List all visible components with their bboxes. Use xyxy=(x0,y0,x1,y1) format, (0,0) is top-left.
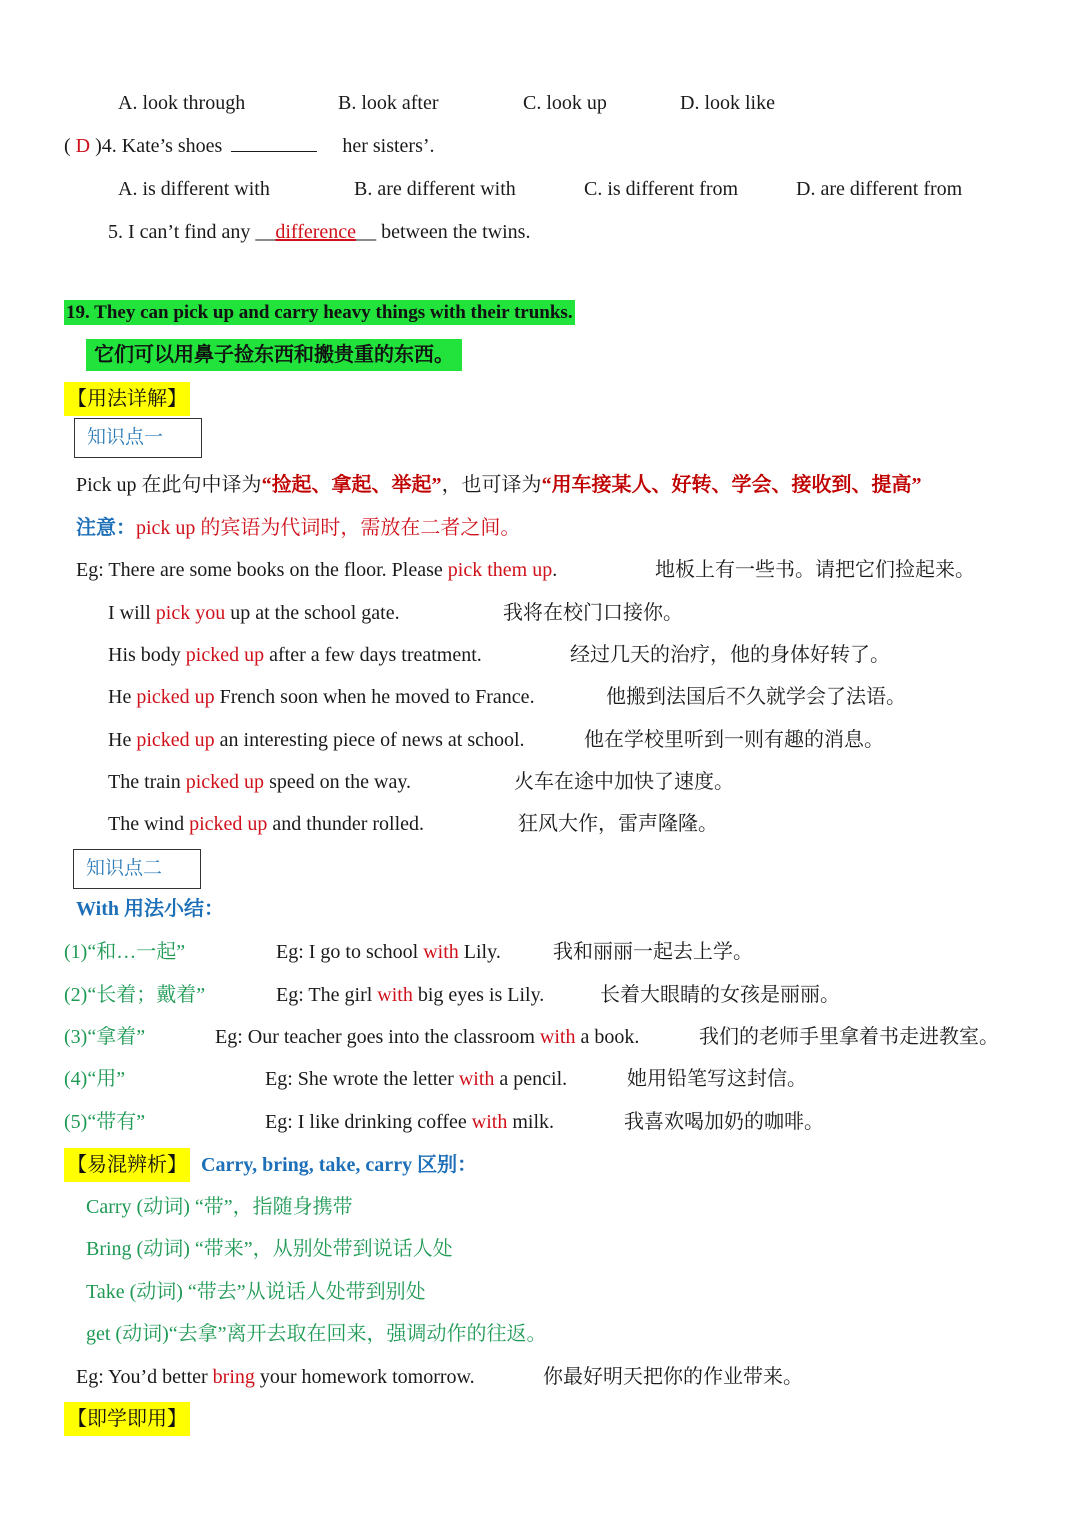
with-title: With 用法小结： xyxy=(76,898,224,920)
pickup-example: The wind picked up and thunder rolled. xyxy=(108,813,425,835)
pickup-example-translation: 他搬到法国后不久就学会了法语。 xyxy=(606,686,906,708)
practice-label: 【即学即用】 xyxy=(64,1406,190,1432)
q4-option-b: B. are different with xyxy=(354,178,516,200)
q5-stem: 5. I can’t find any __difference__ between the twins. xyxy=(108,221,531,243)
q4-answer: D xyxy=(75,135,91,157)
pickup-note: 注意：pick up 的宾语为代词时，需放在二者之间。 xyxy=(76,517,521,539)
with-usage-label: (2)“长着；戴着” xyxy=(64,984,206,1006)
pickup-example: The train picked up speed on the way. xyxy=(108,771,412,793)
q4-option-a: A. is different with xyxy=(118,178,270,200)
section-19-sentence: 19. They can pick up and carry heavy things with their trunks. xyxy=(66,302,573,323)
pickup-example-translation: 经过几天的治疗，他的身体好转了。 xyxy=(570,644,890,666)
q3-option-c: C. look up xyxy=(523,92,607,114)
q3-option-a: A. look through xyxy=(118,92,246,114)
confuse-item: Take (动词) “带去”从说话人处带到别处 xyxy=(86,1281,426,1303)
q3-option-d: D. look like xyxy=(680,92,775,114)
with-usage-example: Eg: I go to school with Lily. xyxy=(276,941,501,963)
with-usage-example: Eg: She wrote the letter with a pencil. xyxy=(265,1068,568,1090)
with-usage-translation: 我喜欢喝加奶的咖啡。 xyxy=(624,1111,824,1133)
pickup-example-translation: 狂风大作，雷声隆隆。 xyxy=(518,813,718,835)
pickup-example-translation: 地板上有一些书。请把它们捡起来。 xyxy=(655,559,975,581)
q5-answer: difference xyxy=(275,221,357,243)
pickup-example-translation: 火车在途中加快了速度。 xyxy=(514,771,734,793)
with-usage-label: (4)“用” xyxy=(64,1068,126,1090)
with-usage-example: Eg: The girl with big eyes is Lily. xyxy=(276,984,545,1006)
section-19-translation: 它们可以用鼻子捡东西和搬贵重的东西。 xyxy=(86,342,462,368)
q3-option-b: B. look after xyxy=(338,92,439,114)
bring-example: Eg: You’d better bring your homework tomorrow. xyxy=(76,1366,475,1388)
confuse-item: Bring (动词) “带来”，从别处带到说话人处 xyxy=(86,1238,453,1260)
q4-option-c: C. is different from xyxy=(584,178,739,200)
q4-stem: ( D )4. Kate’s shoes her sisters’. xyxy=(64,135,435,157)
pickup-example: I will pick you up at the school gate. xyxy=(108,602,400,624)
with-usage-example: Eg: I like drinking coffee with milk. xyxy=(265,1111,555,1133)
pickup-example-translation: 我将在校门口接你。 xyxy=(503,602,683,624)
pickup-example: He picked up French soon when he moved to France. xyxy=(108,686,535,708)
with-usage-translation: 长着大眼睛的女孩是丽丽。 xyxy=(600,984,840,1006)
pickup-example: Eg: There are some books on the floor. Please pick them up. xyxy=(76,559,558,581)
with-usage-label: (3)“拿着” xyxy=(64,1026,146,1048)
with-usage-translation: 她用铅笔写这封信。 xyxy=(627,1068,807,1090)
pickup-example: His body picked up after a few days treatment. xyxy=(108,644,482,666)
with-usage-translation: 我们的老师手里拿着书走进教室。 xyxy=(699,1026,999,1048)
pickup-example-translation: 他在学校里听到一则有趣的消息。 xyxy=(584,729,884,751)
with-usage-label: (1)“和…一起” xyxy=(64,941,186,963)
pickup-definition: Pick up 在此句中译为“捡起、拿起、举起”，也可译为“用车接某人、好转、学会、接收到、提高” xyxy=(76,474,922,496)
with-usage-translation: 我和丽丽一起去上学。 xyxy=(553,941,753,963)
confuse-heading: 【易混辨析】 Carry, bring, take, carry 区别： xyxy=(64,1152,477,1178)
knowledge-point-1-box: 知识点一 xyxy=(74,418,202,458)
confuse-item: Carry (动词) “带”，指随身携带 xyxy=(86,1196,353,1218)
pickup-example: He picked up an interesting piece of news at school. xyxy=(108,729,525,751)
usage-title: 【用法详解】 xyxy=(64,386,190,412)
bring-example-translation: 你最好明天把你的作业带来。 xyxy=(543,1366,803,1388)
with-usage-example: Eg: Our teacher goes into the classroom with a book. xyxy=(215,1026,640,1048)
knowledge-point-2-box: 知识点二 xyxy=(73,849,201,889)
q4-option-d: D. are different from xyxy=(796,178,963,200)
confuse-item: get (动词)“去拿”离开去取在回来，强调动作的往返。 xyxy=(86,1323,547,1345)
q4-blank xyxy=(231,133,317,152)
with-usage-label: (5)“带有” xyxy=(64,1111,146,1133)
